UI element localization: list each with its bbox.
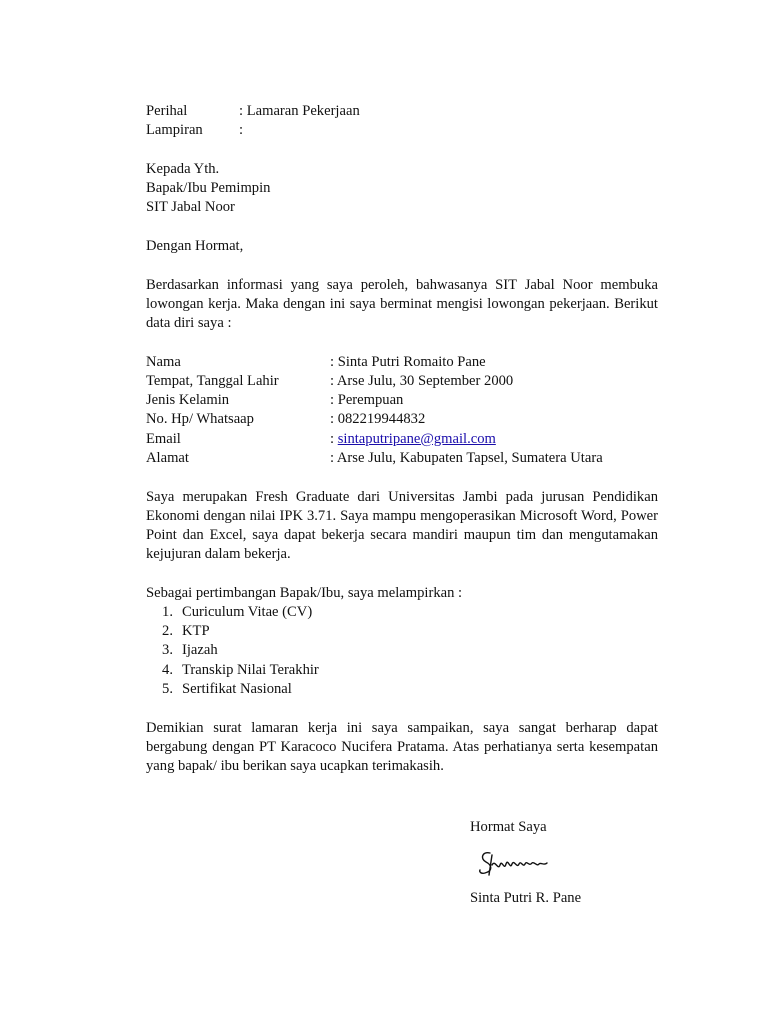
- list-item-number: 4.: [162, 661, 173, 678]
- nama-value: : Sinta Putri Romaito Pane: [330, 353, 486, 370]
- signature-greeting: Hormat Saya: [470, 819, 547, 835]
- email-link[interactable]: sintaputripane@gmail.com: [337, 430, 496, 447]
- list-item: [146, 603, 658, 622]
- personal-row-gender: [146, 391, 658, 410]
- phone-label: No. Hp/ Whatsaap: [146, 411, 254, 428]
- perihal-label: Perihal: [146, 103, 188, 119]
- attachments-intro: Sebagai pertimbangan Bapak/Ibu, saya melampirkan :: [146, 584, 463, 601]
- list-item: [146, 641, 658, 660]
- phone-value: : 082219944832: [330, 411, 426, 428]
- list-item-number: 1.: [162, 604, 173, 621]
- personal-row-nama: [146, 353, 658, 372]
- recipient-line-3: SIT Jabal Noor: [146, 199, 235, 216]
- signature-block: [470, 818, 581, 908]
- intro-paragraph: Berdasarkan informasi yang saya peroleh, bahwasanya SIT Jabal Noor membuka lowongan kerja. Maka dengan ini saya berminat mengisi lowongan pekerjaan. Berikut data diri saya :: [146, 276, 658, 332]
- lampiran-row: [146, 121, 658, 140]
- personal-row-email: [146, 430, 658, 449]
- ttl-label: Tempat, Tanggal Lahir: [146, 373, 279, 390]
- list-item-number: 3.: [162, 642, 173, 659]
- signature-name: Sinta Putri R. Pane: [470, 890, 582, 907]
- list-item-text: KTP: [182, 623, 210, 640]
- list-item-number: 2.: [162, 623, 173, 640]
- personal-row-alamat: [146, 449, 658, 468]
- letter-body: [146, 102, 658, 776]
- personal-row-phone: [146, 410, 658, 429]
- personal-data-table: [146, 353, 658, 468]
- list-item: [146, 622, 658, 641]
- body-paragraph: Saya merupakan Fresh Graduate dari Universitas Jambi pada jurusan Pendidikan Ekonomi dengan nilai IPK 3.71. Saya mampu mengoperasikan Microsoft Word, Power Point dan Excel, saya dapat bekerja secara mandiri maupun tim dan mengutamakan kejujuran dalam bekerja.: [146, 488, 658, 563]
- email-colon: :: [330, 430, 335, 447]
- salutation: Dengan Hormat,: [146, 238, 244, 255]
- list-item-text: Sertifikat Nasional: [182, 680, 292, 697]
- list-item-text: Ijazah: [182, 642, 218, 659]
- lampiran-label: Lampiran: [146, 122, 203, 139]
- alamat-value: : Arse Julu, Kabupaten Tapsel, Sumatera Utara: [330, 449, 603, 466]
- closing-paragraph: Demikian surat lamaran kerja ini saya sampaikan, saya sangat berharap dapat bergabung dengan PT Karacoco Nucifera Pratama. Atas perhatianya serta kesempatan yang bapak/ ibu berikan saya ucapkan terimakasih.: [146, 719, 658, 774]
- recipient-line-2: Bapak/Ibu Pemimpin: [146, 180, 271, 197]
- ttl-value: : Arse Julu, 30 September 2000: [330, 373, 514, 390]
- list-item-number: 5.: [162, 680, 173, 697]
- gender-value: : Perempuan: [330, 392, 404, 409]
- attachments-list: [146, 603, 658, 699]
- perihal-row: [146, 102, 658, 121]
- lampiran-value: :: [239, 122, 244, 139]
- list-item: [146, 661, 658, 680]
- email-label: Email: [146, 430, 181, 447]
- gender-label: Jenis Kelamin: [146, 392, 230, 409]
- personal-row-ttl: [146, 372, 658, 391]
- list-item: [146, 680, 658, 699]
- list-item-text: Transkip Nilai Terakhir: [182, 661, 319, 678]
- perihal-value: : Lamaran Pekerjaan: [239, 103, 360, 119]
- alamat-label: Alamat: [146, 449, 189, 466]
- list-item-text: Curiculum Vitae (CV): [182, 604, 313, 621]
- recipient-line-1: Kepada Yth.: [146, 160, 220, 177]
- signature-icon: [476, 845, 556, 883]
- nama-label: Nama: [146, 353, 181, 370]
